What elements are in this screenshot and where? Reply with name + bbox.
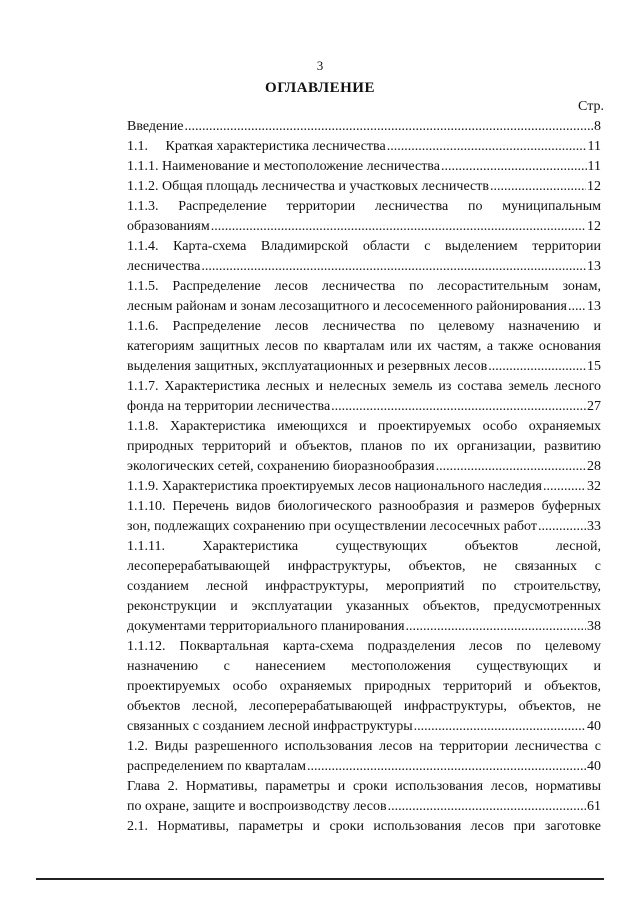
page-column-label: Стр. — [578, 99, 604, 114]
toc-entry-line: назначению с нанесением местоположения существующих и — [127, 659, 601, 674]
toc-entry-text: фонда на территории лесничества — [127, 399, 331, 414]
toc-entry-text: зон, подлежащих сохранению при осуществлении лесосечных работ — [127, 519, 537, 534]
dot-leader — [490, 177, 586, 197]
toc-entry-text: Введение — [127, 119, 184, 134]
toc-entry[interactable] — [127, 317, 601, 377]
toc-entry-line: 1.1.6. Распределение лесов лесничества по целевому назначению и — [127, 319, 601, 334]
toc-page-number: 12 — [587, 179, 601, 194]
toc-entry-text: экологических сетей, сохранению биоразнообразия — [127, 459, 435, 474]
toc-entry-last-line — [127, 797, 601, 817]
dot-leader — [331, 397, 586, 417]
toc-entry-line: созданием лесной инфраструктуры, мероприятий по строительству, — [127, 579, 601, 594]
toc-entry-last-line — [127, 477, 601, 497]
toc-page-number: 27 — [587, 399, 601, 414]
dot-leader — [388, 797, 586, 817]
toc-entry[interactable] — [127, 637, 601, 737]
page-number: 3 — [316, 58, 324, 73]
toc-entry[interactable] — [127, 497, 601, 537]
toc-entry[interactable] — [127, 177, 601, 197]
toc-page-number: 13 — [587, 259, 601, 274]
dot-leader — [488, 357, 586, 377]
toc-page-number: 8 — [594, 119, 601, 134]
toc-entry[interactable] — [127, 537, 601, 637]
toc-entry-last-line — [127, 717, 601, 737]
toc-entry[interactable] — [127, 237, 601, 277]
toc-entry[interactable] — [127, 737, 601, 777]
toc-entry-line: 1.1.4. Карта-схема Владимирской области с выделением территории — [127, 239, 601, 254]
dot-leader — [387, 137, 587, 157]
toc-entry-line: природных территорий и объектов, планов по их организации, развитию — [127, 439, 601, 454]
toc-entry[interactable] — [127, 417, 601, 477]
toc-entry-last-line — [127, 457, 601, 477]
toc-entry-line: 1.1.11. Характеристика существующих объектов лесной, — [127, 539, 601, 554]
toc-entry-text: 1.1.9. Характеристика проектируемых лесов национального наследия — [127, 479, 542, 494]
toc-entry-last-line — [127, 517, 601, 537]
toc-entry[interactable] — [127, 197, 601, 237]
toc-entry-last-line — [127, 757, 601, 777]
toc-entry[interactable] — [127, 477, 601, 497]
toc-page-number: 28 — [587, 459, 601, 474]
dot-leader — [543, 477, 586, 497]
toc-entry-text: лесничества — [127, 259, 201, 274]
toc-entry-line: 1.2. Виды разрешенного использования лесов на территории лесничества с — [127, 739, 601, 754]
toc-entry-last-line — [127, 397, 601, 417]
toc-trailing-line: 2.1. Нормативы, параметры и сроки использования лесов при заготовке — [127, 819, 601, 834]
toc-entry-text: по охране, защите и воспроизводству лесов — [127, 799, 387, 814]
toc-entry-last-line — [127, 617, 601, 637]
toc-entry-text: распределением по кварталам — [127, 759, 306, 774]
toc-entry-text: выделения защитных, эксплуатационных и резервных лесов — [127, 359, 488, 374]
toc-entry-text: документами территориального планирования — [127, 619, 405, 634]
toc-page-number: 40 — [587, 759, 601, 774]
toc-entry-line: 1.1.7. Характеристика лесных и нелесных земель из состава земель лесного — [127, 379, 601, 394]
toc-entry-line: реконструкции и эксплуатации указанных объектов, предусмотренных — [127, 599, 601, 614]
toc-entry-last-line — [127, 117, 601, 137]
toc-page-number: 32 — [587, 479, 601, 494]
dot-leader — [538, 517, 586, 537]
toc-entry[interactable] — [127, 277, 601, 317]
toc-entry-last-line — [127, 177, 601, 197]
toc-entry[interactable] — [127, 777, 601, 817]
toc-entry-text: 1.1.2. Общая площадь лесничества и участковых лесничеств — [127, 179, 489, 194]
toc-entry-line: Глава 2. Нормативы, параметры и сроки использования лесов, нормативы — [127, 779, 601, 794]
dot-leader — [184, 117, 593, 137]
toc-entry-line: 1.1.3. Распределение территории лесничества по муниципальным — [127, 199, 601, 214]
toc-page-number: 61 — [587, 799, 601, 814]
toc-entry-text: образованиям — [127, 219, 210, 234]
toc-entry-last-line — [127, 217, 601, 237]
dot-leader — [201, 257, 586, 277]
toc-entry[interactable] — [127, 137, 601, 157]
dot-leader — [436, 457, 586, 477]
toc-page-number: 15 — [587, 359, 601, 374]
toc-entry[interactable] — [127, 377, 601, 417]
toc-entry-line: проектируемых особо охраняемых природных территорий и объектов, — [127, 679, 601, 694]
toc-entry-text: 1.1.1. Наименование и местоположение лесничества — [127, 159, 440, 174]
toc-entry-text: связанных с созданием лесной инфраструктуры — [127, 719, 413, 734]
toc-page-number: 38 — [587, 619, 601, 634]
toc-page-number: 33 — [587, 519, 601, 534]
toc-entry[interactable] — [127, 117, 601, 137]
toc-entry-line: 1.1.5. Распределение лесов лесничества по лесорастительным зонам, — [127, 279, 601, 294]
dot-leader — [211, 217, 586, 237]
dot-leader — [414, 717, 586, 737]
toc-entry-text: лесным районам и зонам лесозащитного и лесосеменного районирования — [127, 299, 567, 314]
toc-entry-last-line — [127, 157, 601, 177]
toc-entry-line: лесоперерабатывающей инфраструктуры, объектов, не связанных с — [127, 559, 601, 574]
dot-leader — [406, 617, 586, 637]
footer-rule — [36, 878, 604, 880]
toc-entry-line: 1.1.12. Поквартальная карта-схема подразделения лесов по целевому — [127, 639, 601, 654]
toc-entry-last-line — [127, 257, 601, 277]
toc-entry-line: 1.1.8. Характеристика имеющихся и проектируемых особо охраняемых — [127, 419, 601, 434]
table-of-contents — [127, 117, 601, 837]
toc-page-number: 12 — [587, 219, 601, 234]
toc-entry-line: категориям защитных лесов по кварталам или их частям, а также основания — [127, 339, 601, 354]
dot-leader — [568, 297, 586, 317]
toc-page-number: 11 — [587, 139, 601, 154]
toc-entry-text: 1.1. Краткая характеристика лесничества — [127, 139, 386, 154]
toc-page-number: 40 — [587, 719, 601, 734]
toc-entry-last-line — [127, 297, 601, 317]
toc-entry-line: 1.1.10. Перечень видов биологического разнообразия и размеров буферных — [127, 499, 601, 514]
dot-leader — [307, 757, 586, 777]
toc-entry[interactable] — [127, 157, 601, 177]
toc-page-number: 11 — [587, 159, 601, 174]
toc-page-number: 13 — [587, 299, 601, 314]
page-title: ОГЛАВЛЕНИЕ — [265, 80, 375, 96]
toc-entry-last-line — [127, 357, 601, 377]
toc-entry-last-line — [127, 137, 601, 157]
toc-entry-line: объектов лесной, лесоперерабатывающей инфраструктуры, объектов, не — [127, 699, 601, 714]
dot-leader — [441, 157, 587, 177]
